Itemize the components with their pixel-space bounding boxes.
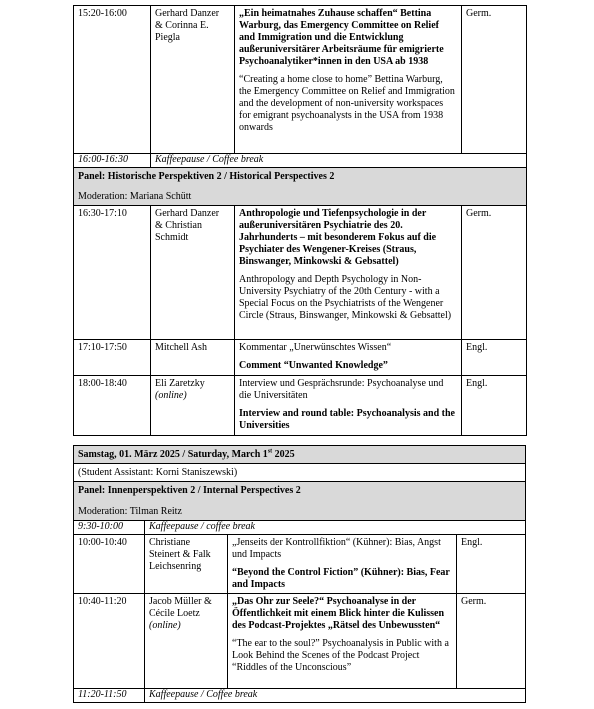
time-cell: 10:00-10:40: [74, 535, 145, 594]
panel-header: [74, 168, 527, 206]
panel-title: Panel: Historische Perspektiven 2 / Historical Perspectives 2: [78, 171, 335, 182]
talk-title-en: Comment “Unwanted Knowledge”: [239, 360, 388, 371]
table-row: [74, 6, 527, 154]
program-table-saturday: [73, 445, 526, 703]
talk-cell: [228, 594, 457, 689]
table-row: [74, 206, 527, 340]
day-header: [74, 446, 526, 464]
panel-moderation: Moderation: Mariana Schütt: [78, 191, 192, 202]
talk-title-en: “Beyond the Control Fiction” (Kühner): Bias, Fear and Impacts: [232, 567, 450, 590]
talk-title-de: „Ein heimatnahes Zuhause schaffen“ Bettina Warburg, das Emergency Committee on Relief and Immigration und die Entwicklung außeruniversitärer Arbeitsräume für emigrierte Psychoanalytiker*innen in den USA ab 1938: [239, 8, 444, 67]
talk-title-de: Kommentar „Unerwünschtes Wissen“: [239, 342, 392, 353]
talk-title-de: „Das Ohr zur Seele?“ Psychoanalyse in der Öffentlichkeit mit einem Blick hinter die Kulissen des Podcast-Projektes „Rätsel des Unbewussten“: [232, 596, 445, 631]
time-cell: 17:10-17:50: [74, 340, 151, 376]
speaker-cell: Gerhard Danzer & Corinna E. Piegla: [151, 6, 235, 154]
talk-title-de: Anthropologie und Tiefenpsychologie in der außeruniversitären Psychiatrie des 20. Jahrhunderts – mit besonderem Fokus auf die Psychiater des Wengener-Kreises (Straus, Binswanger, Minkowski & Gebsattel): [239, 208, 437, 267]
table-row: [74, 535, 526, 594]
talk-cell: [235, 6, 462, 154]
talk-title-en: Anthropology and Depth Psychology in Non-University Psychiatry of the 20th Century - with a Special Focus on the Psychiatrists of the Wengener Circle (Straus, Binswanger, Minkowski & Gebsattel): [239, 274, 452, 321]
time-cell: 10:40-11:20: [74, 594, 145, 689]
language-cell: Germ.: [457, 594, 526, 689]
panel-header-row: [74, 482, 526, 521]
language-cell: Engl.: [457, 535, 526, 594]
program-table-friday: [73, 5, 527, 436]
panel-header: [74, 482, 526, 521]
day-text: Samstag, 01. März 2025 / Saturday, March 1: [78, 449, 268, 460]
time-cell: 16:30-17:10: [74, 206, 151, 340]
break-row: [74, 154, 527, 168]
day-ordinal: st: [267, 448, 273, 455]
break-time: 9:30-10:00: [74, 521, 145, 535]
break-label: Kaffeepause / Coffee break: [145, 689, 526, 703]
talk-cell: [228, 535, 457, 594]
time-cell: 15:20-16:00: [74, 6, 151, 154]
speaker-cell: Mitchell Ash: [151, 340, 235, 376]
panel-header-row: [74, 168, 527, 206]
day-year: 2025: [272, 449, 295, 460]
assistant-note: (Student Assistant: Korni Staniszewski): [74, 464, 526, 482]
break-label: Kaffeepause / Coffee break: [151, 154, 527, 168]
table-row: [74, 376, 527, 436]
language-cell: Germ.: [462, 6, 527, 154]
time-cell: 18:00-18:40: [74, 376, 151, 436]
speaker-name: Jacob Müller & Cécile Loetz: [149, 596, 212, 619]
speaker-cell: Gerhard Danzer & Christian Schmidt: [151, 206, 235, 340]
speaker-name: Eli Zaretzky: [155, 378, 205, 389]
language-cell: Engl.: [462, 376, 527, 436]
speaker-cell: [145, 594, 228, 689]
break-label: Kaffeepause / coffee break: [145, 521, 526, 535]
talk-cell: [235, 206, 462, 340]
break-time: 16:00-16:30: [74, 154, 151, 168]
break-time: 11:20-11:50: [74, 689, 145, 703]
speaker-cell: [151, 376, 235, 436]
talk-title-de: „Jenseits der Kontrollfiktion“ (Kühner): Bias, Angst und Impacts: [232, 537, 441, 560]
panel-title: Panel: Innenperspektiven 2 / Internal Perspectives 2: [78, 485, 301, 496]
talk-title-en: “The ear to the soul?” Psychoanalysis in Public with a Look Behind the Scenes of the Podcast Project “Riddles of the Unconscious”: [232, 638, 449, 673]
break-row: [74, 689, 526, 703]
online-note: (online): [155, 390, 187, 401]
language-cell: Germ.: [462, 206, 527, 340]
talk-title-en: Interview and round table: Psychoanalysis and the Universities: [239, 408, 455, 431]
talk-cell: [235, 376, 462, 436]
talk-title-de: Interview und Gesprächsrunde: Psychoanalyse und die Universitäten: [239, 378, 444, 401]
panel-moderation: Moderation: Tilman Reitz: [78, 506, 182, 517]
day-header-row: [74, 446, 526, 464]
talk-title-en: “Creating a home close to home” Bettina Warburg, the Emergency Committee on Relief and Immigration and the development of non-university workspaces for emigrant psychoanalysts in the USA from 1938 onwards: [239, 74, 455, 133]
speaker-cell: Christiane Steinert & Falk Leichsenring: [145, 535, 228, 594]
talk-cell: [235, 340, 462, 376]
table-row: [74, 594, 526, 689]
assistant-row: [74, 464, 526, 482]
table-row: [74, 340, 527, 376]
break-row: [74, 521, 526, 535]
online-note: (online): [149, 620, 181, 631]
language-cell: Engl.: [462, 340, 527, 376]
